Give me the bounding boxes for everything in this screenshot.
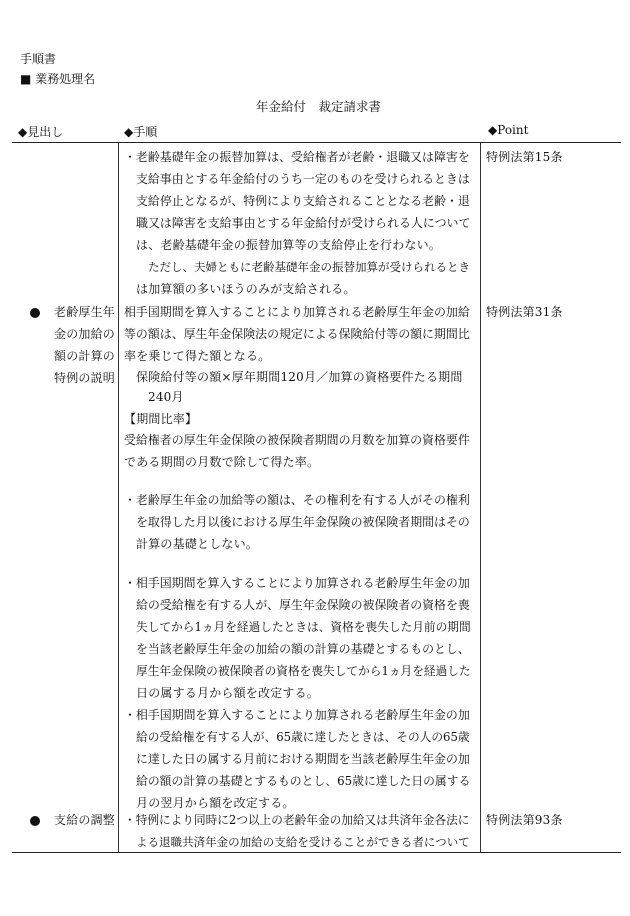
procedure-line: 給の額の計算の基礎とするものとし、65歳に達した日の属する: [136, 774, 471, 788]
column-heading-midashi: ◆見出し: [18, 125, 64, 139]
row-heading-line: 額の計算の: [54, 349, 116, 363]
procedure-line: 支給停止となるが、特例により支給されることとなる老齢・退: [136, 194, 470, 208]
procedure-line: 厚生年金保険の被保険者の資格を喪失してから1ヵ月を経過した: [136, 664, 471, 678]
procedure-line: 率を乗じて得た額となる。: [124, 349, 271, 363]
column-heading-point: ◆Point: [488, 123, 529, 137]
business-process-label: ■ 業務処理名: [20, 72, 96, 86]
formula-denominator: 240月: [148, 390, 184, 404]
document-type-label: 手順書: [20, 52, 57, 66]
row-heading-line: 特例の説明: [54, 371, 116, 385]
procedure-line: を当該老齢厚生年金の加給の額の計算の基礎とするものとし、: [136, 642, 470, 656]
point-reference: 特例法第15条: [486, 150, 563, 164]
procedure-line: ・相手国期間を算入することにより加算される老齢厚生年金の加: [124, 708, 470, 722]
procedure-line: 計算の基礎としない。: [136, 537, 259, 551]
procedure-line: ・老齢基礎年金の振替加算は、受給権者が老齢・退職又は障害を: [124, 150, 470, 164]
procedure-line: 日の属する月から額を改定する。: [136, 686, 320, 700]
table-top-rule: [12, 142, 621, 143]
procedure-line: 支給事由とする年金給付のうち一定のものを受けられるときは: [136, 172, 470, 186]
procedure-line: である期間の月数で除して得た率。: [124, 455, 320, 469]
procedure-line: ・老齢厚生年金の加給等の額は、その権利を有する人がその権利: [124, 493, 470, 507]
row-heading-line: 支給の調整: [54, 813, 116, 827]
procedure-line: 失してから1ヵ月を経過したときは、資格を喪失した月前の期間: [136, 620, 471, 634]
procedure-line: よる退職共済年金の加給の支給を受けることができる者について: [136, 835, 470, 849]
procedure-line: ・相手国期間を算入することにより加算される老齢厚生年金の加: [124, 576, 470, 590]
column-heading-procedure: ◆手順: [124, 125, 158, 139]
bullet-icon: [30, 308, 40, 318]
procedure-line: は、老齢基礎年金の振替加算等の支給停止を行わない。: [136, 238, 442, 252]
procedure-line: ただし、夫婦ともに老齢基礎年金の振替加算が受けられるとき: [148, 260, 470, 274]
procedure-line: 受給権者の厚生年金保険の被保険者期間の月数を加算の資格要件: [124, 433, 470, 447]
page-title: 年金給付 裁定請求書: [256, 99, 382, 114]
column-divider-right: [480, 143, 481, 852]
procedure-line: 給の受給権を有する人が、厚生年金保険の被保険者の資格を喪: [136, 598, 470, 612]
row-heading-line: 金の加給の: [54, 327, 116, 341]
procedure-line: に達した日の属する月前における期間を当該老齢厚生年金の加: [136, 752, 470, 766]
point-reference: 特例法第93条: [486, 813, 563, 827]
procedure-line: 相手国期間を算入することにより加算される老齢厚生年金の加給: [124, 305, 470, 319]
procedure-line: 給の受給権を有する人が、65歳に達したときは、その人の65歳: [136, 730, 470, 744]
procedure-line: 職又は障害を支給事由とする年金給付が受けられる人について: [136, 216, 471, 230]
column-divider-left: [118, 143, 119, 852]
point-reference: 特例法第31条: [486, 305, 563, 319]
bullet-icon: [30, 816, 40, 826]
procedure-line: 月の翌月から額を改定する。: [136, 796, 295, 810]
row-heading-line: 老齢厚生年: [54, 305, 116, 319]
procedure-line: ・特例により同時に2つ以上の老齢年金の加給又は共済年金各法に: [124, 813, 470, 827]
procedure-line: 等の額は、厚生年金保険法の規定による保険給付等の額に期間比: [124, 327, 470, 341]
procedure-line: は加算額の多いほうのみが支給される。: [136, 282, 356, 296]
formula-line: 保険給付等の額×厚年期間120月／加算の資格要件たる期間: [136, 370, 463, 384]
subheading-kikan-hiritsu: 【期間比率】: [124, 412, 198, 426]
procedure-line: を取得した月以後における厚生年金保険の被保険者期間はその: [136, 515, 470, 529]
